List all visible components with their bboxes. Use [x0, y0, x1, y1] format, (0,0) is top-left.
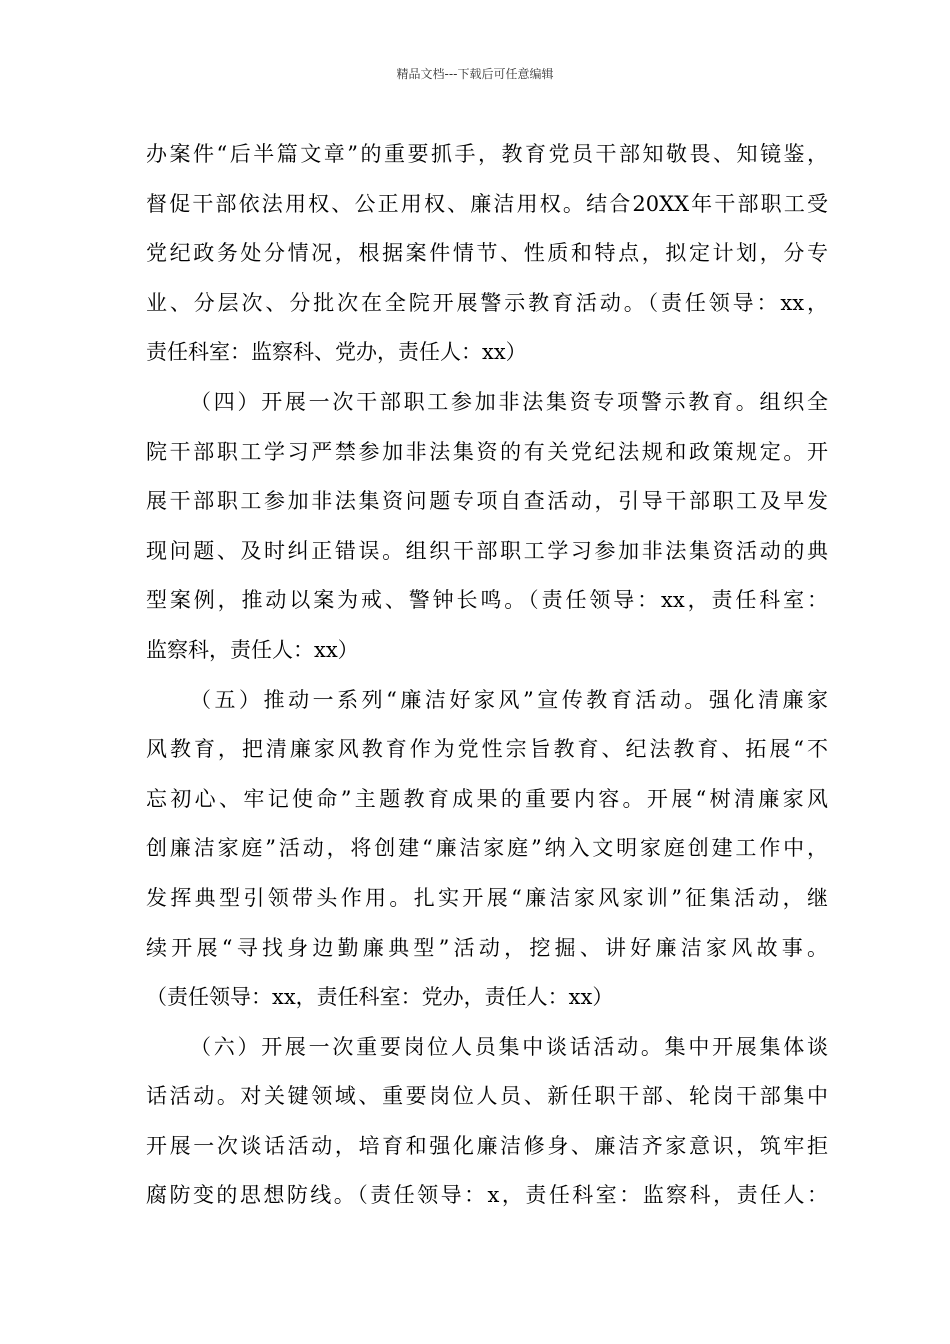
text-line: 创廉洁家庭”活动，将创建“廉洁家庭”纳入文明家庭创建工作中，: [146, 836, 828, 861]
paragraph: [146, 378, 828, 676]
paragraph: [146, 130, 828, 378]
text-line: 党纪政务处分情况，根据案件情节、性质和特点，拟定计划，分专: [146, 241, 828, 266]
text-line: 现问题、及时纠正错误。组织干部职工学习参加非法集资活动的典: [146, 538, 828, 563]
text-line: 监察科，责任人：xx）: [146, 637, 359, 662]
text-line: 业、分层次、分批次在全院开展警示教育活动。（责任领导：xx，: [146, 290, 828, 315]
paragraph: [146, 676, 828, 1023]
paragraph-first-line: （五）推动一系列“廉洁好家风”宣传教育活动。强化清廉家: [190, 687, 828, 712]
text-line: 开展一次谈话活动，培育和强化廉洁修身、廉洁齐家意识，筑牢拒: [146, 1133, 828, 1158]
text-line: （责任领导：xx，责任科室：党办，责任人：xx）: [146, 985, 614, 1010]
document-body: [146, 130, 828, 1221]
text-line: 责任科室：监察科、党办，责任人：xx）: [146, 340, 527, 365]
paragraph-first-line: （四）开展一次干部职工参加非法集资专项警示教育。组织全: [190, 389, 828, 414]
paragraph-first-line: （六）开展一次重要岗位人员集中谈话活动。集中开展集体谈: [190, 1034, 828, 1059]
text-line: 续开展“寻找身边勤廉典型”活动，挖掘、讲好廉洁家风故事。: [146, 935, 828, 960]
text-line: 风教育，把清廉家风教育作为党性宗旨教育、纪法教育、拓展“不: [146, 737, 828, 762]
text-line: 督促干部依法用权、公正用权、廉洁用权。结合20XX年干部职工受: [146, 191, 828, 216]
text-line: 办案件“后半篇文章”的重要抓手，教育党员干部知敬畏、知镜鉴，: [146, 142, 828, 166]
text-line: 型案例，推动以案为戒、警钟长鸣。（责任领导：xx，责任科室：: [146, 588, 828, 613]
text-line: 腐防变的思想防线。（责任领导：x，责任科室：监察科，责任人：: [146, 1183, 828, 1208]
page-header: 精品文档---下载后可任意编辑: [396, 67, 554, 81]
paragraph: [146, 1023, 828, 1221]
text-line: 院干部职工学习严禁参加非法集资的有关党纪法规和政策规定。开: [146, 439, 828, 464]
text-line: 忘初心、牢记使命”主题教育成果的重要内容。开展“树清廉家风: [146, 786, 828, 811]
text-line: 发挥典型引领带头作用。扎实开展“廉洁家风家训”征集活动，继: [146, 885, 828, 910]
text-line: 展干部职工参加非法集资问题专项自查活动，引导干部职工及早发: [146, 489, 828, 514]
text-line: 话活动。对关键领域、重要岗位人员、新任职干部、轮岗干部集中: [146, 1084, 828, 1109]
